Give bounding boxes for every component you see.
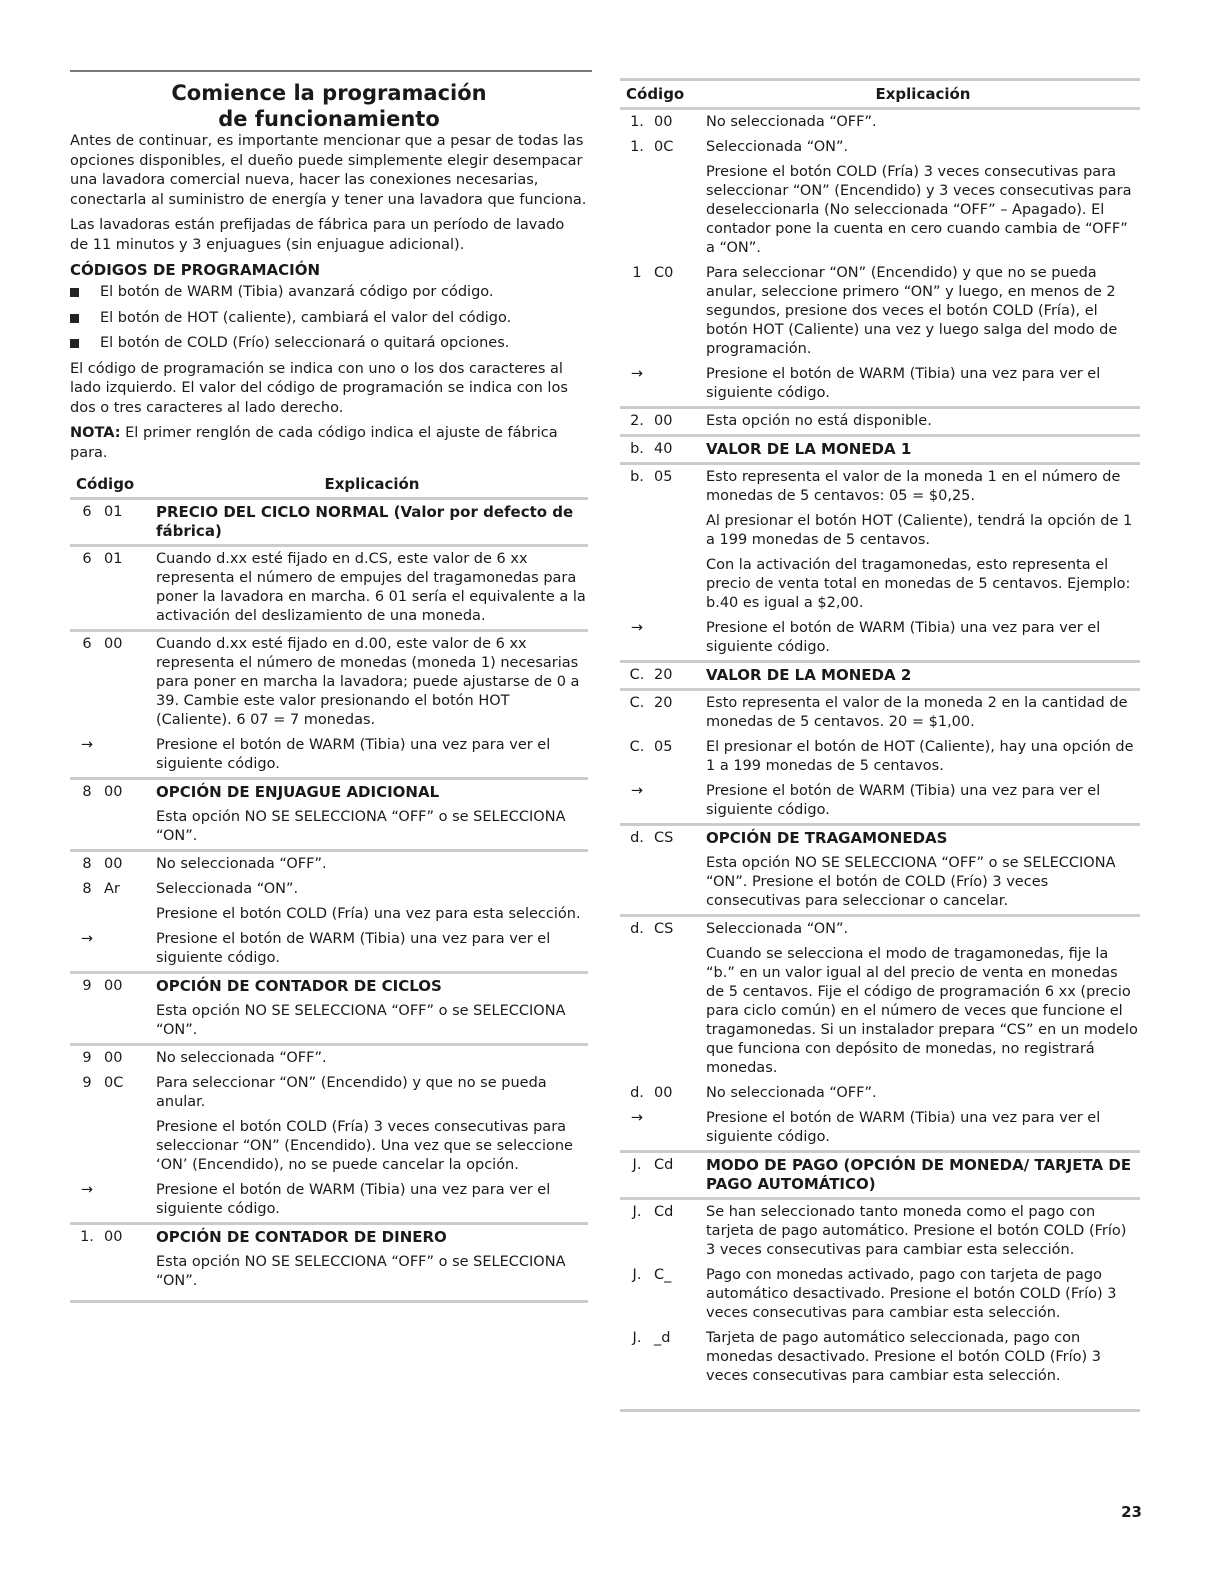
title-line-2: de funcionamiento xyxy=(218,107,440,131)
table-header xyxy=(620,80,1140,109)
intro-paragraph-2a: Las lavadoras están prefijadas de fábrica para un período de lavado xyxy=(70,217,565,233)
code-left: 6 xyxy=(82,504,92,520)
explanation-cell: Cuando d.xx esté fijado en d.CS, este valor de 6 xx representa el número de empujes del tragamonedas para poner la lavadora en marcha. 6 01 sería el equivalente a la activación del deslizamiento de una moneda. xyxy=(156,546,588,631)
code-right: 00 xyxy=(654,413,673,429)
code-cell xyxy=(620,436,706,464)
code-cell xyxy=(70,1250,156,1294)
col-codigo-header: Código xyxy=(620,80,706,109)
arrow-right-icon: → xyxy=(80,1182,94,1198)
code-cell xyxy=(620,616,706,662)
code-left: 2. xyxy=(630,413,644,429)
code-cell xyxy=(620,464,706,510)
code-cell xyxy=(620,735,706,779)
code-right: 00 xyxy=(654,1085,673,1101)
code-cell xyxy=(620,851,706,916)
code-left: J. xyxy=(632,1330,642,1346)
code-left: C. xyxy=(629,739,645,755)
code-left: d. xyxy=(630,921,644,937)
code-left: 1. xyxy=(630,114,644,130)
explanation-cell: OPCIÓN DE CONTADOR DE CICLOS xyxy=(156,973,588,1000)
code-cell xyxy=(70,1178,156,1224)
explanation-cell: No seleccionada “OFF”. xyxy=(706,1085,877,1101)
table-row xyxy=(620,1152,1140,1199)
code-cell xyxy=(70,733,156,779)
page-number: 23 xyxy=(1121,1503,1142,1521)
divider xyxy=(620,1409,1140,1412)
code-left: 9 xyxy=(82,978,92,994)
code-left: d. xyxy=(630,830,644,846)
code-right: 01 xyxy=(104,551,123,567)
table-row xyxy=(70,1115,588,1178)
code-left: 1. xyxy=(630,139,644,155)
section-heading: CÓDIGOS DE PROGRAMACIÓN xyxy=(70,261,320,279)
code-left: 1 xyxy=(632,265,642,281)
arrow-right-icon: → xyxy=(630,366,644,382)
code-cell xyxy=(620,160,706,261)
code-left: 1. xyxy=(80,1229,94,1245)
arrow-right-icon: → xyxy=(80,931,94,947)
table-row xyxy=(620,662,1140,690)
code-left: 8 xyxy=(82,881,92,897)
table-row xyxy=(70,805,588,851)
bullet-square-icon xyxy=(70,339,79,348)
code-right: 00 xyxy=(654,114,673,130)
table-row xyxy=(620,109,1140,136)
explanation-cell: Esto representa el valor de la moneda 1 en el número de monedas de 5 centavos: 05 = $0,25. xyxy=(706,464,1140,510)
explanation-cell: VALOR DE LA MONEDA 2 xyxy=(706,662,1140,690)
code-right: 0C xyxy=(104,1075,124,1091)
explanation-cell: OPCIÓN DE CONTADOR DE DINERO xyxy=(156,1224,588,1251)
table-row xyxy=(70,877,588,902)
code-left: J. xyxy=(632,1204,642,1220)
code-left: C. xyxy=(629,667,645,683)
code-cell xyxy=(70,973,156,1000)
code-cell xyxy=(70,902,156,927)
code-right: 05 xyxy=(654,739,673,755)
explanation-cell: Esta opción NO SE SELECCIONA “OFF” o se SELECCIONA “ON”. xyxy=(156,809,566,844)
code-cell xyxy=(70,851,156,878)
code-right: 05 xyxy=(654,469,673,485)
title-line-1: Comience la programación xyxy=(171,81,487,105)
code-cell xyxy=(70,927,156,973)
arrow-right-icon: → xyxy=(630,783,644,799)
code-right: _d xyxy=(654,1330,671,1346)
code-cell xyxy=(70,1224,156,1251)
explanation-cell: Presione el botón de WARM (Tibia) una vez para ver el siguiente código. xyxy=(156,1182,551,1217)
explanation-cell: Seleccionada “ON”. xyxy=(156,881,299,897)
table-row xyxy=(70,499,588,546)
explanation-cell: Presione el botón COLD (Fría) una vez para esta selección. xyxy=(156,906,581,922)
table-row xyxy=(620,408,1140,436)
table-row xyxy=(620,616,1140,662)
page-title xyxy=(70,80,588,132)
code-right: C0 xyxy=(654,265,674,281)
table-row xyxy=(70,927,588,973)
bullet-square-icon xyxy=(70,288,79,297)
table-row xyxy=(70,1224,588,1251)
list-item xyxy=(70,309,588,329)
explanation-cell: Presione el botón COLD (Fría) 3 veces consecutivas para seleccionar “ON” (Encendido). Una vez que se seleccione ‘ON’ (Encendido), no se puede cancelar la opción. xyxy=(156,1119,573,1173)
code-cell xyxy=(70,1115,156,1178)
explanation-cell: Seleccionada “ON”. xyxy=(706,139,849,155)
table-row xyxy=(620,362,1140,408)
code-left: J. xyxy=(632,1157,642,1173)
table-row xyxy=(620,1106,1140,1152)
code-right: 40 xyxy=(654,441,673,457)
table-row xyxy=(70,999,588,1045)
explanation-cell: Presione el botón de WARM (Tibia) una vez para ver el siguiente código. xyxy=(156,737,551,772)
table-row xyxy=(620,135,1140,160)
code-right: 00 xyxy=(104,636,123,652)
code-cell xyxy=(620,662,706,690)
table-row xyxy=(70,1045,588,1072)
table-row xyxy=(70,779,588,806)
explanation-cell: El presionar el botón de HOT (Caliente), hay una opción de 1 a 199 monedas de 5 centavos. xyxy=(706,739,1134,774)
note xyxy=(70,424,588,463)
code-cell xyxy=(620,779,706,825)
explanation-cell: Esta opción NO SE SELECCIONA “OFF” o se SELECCIONA “ON”. xyxy=(156,1254,566,1289)
code-left: 9 xyxy=(82,1050,92,1066)
bullet-text: El botón de COLD (Frío) seleccionará o quitará opciones. xyxy=(100,335,510,351)
explanation-cell: OPCIÓN DE TRAGAMONEDAS xyxy=(706,825,1140,852)
code-cell xyxy=(70,631,156,734)
code-right: C_ xyxy=(654,1267,672,1283)
table-row xyxy=(70,851,588,878)
right-column xyxy=(620,78,1140,1412)
code-cell xyxy=(70,805,156,851)
code-right: 00 xyxy=(104,1229,123,1245)
table-row xyxy=(70,973,588,1000)
arrow-right-icon: → xyxy=(630,1110,644,1126)
code-right: 20 xyxy=(654,695,673,711)
code-cell xyxy=(620,1081,706,1106)
right-code-table xyxy=(620,78,1140,1389)
table-row xyxy=(620,160,1140,261)
table-row xyxy=(70,733,588,779)
table-row xyxy=(620,553,1140,616)
explanation-cell: Cuando se selecciona el modo de tragamonedas, fije la “b.” en un valor igual al del precio de venta en monedas de 5 centavos. Fije el código de programación 6 xx (precio para ciclo común) en el número de veces que funcione el tragamonedas. Si un instalador prepara “CS” en un modelo que funciona con depósito de monedas, no registrará monedas. xyxy=(706,946,1138,1076)
code-right: 00 xyxy=(104,784,123,800)
explanation-cell: No seleccionada “OFF”. xyxy=(156,851,588,878)
table-row xyxy=(70,1071,588,1115)
code-cell xyxy=(620,135,706,160)
table-row xyxy=(620,942,1140,1081)
table-row xyxy=(70,1178,588,1224)
explanation-cell: Presione el botón de WARM (Tibia) una vez para ver el siguiente código. xyxy=(706,620,1101,655)
explanation-cell: No seleccionada “OFF”. xyxy=(156,1045,588,1072)
code-left: J. xyxy=(632,1267,642,1283)
explanation-cell: Con la activación del tragamonedas, esto representa el precio de venta total en monedas de 5 centavos. Ejemplo: b.40 es igual a $2,00. xyxy=(706,557,1131,611)
list-item xyxy=(70,334,588,354)
code-right: 00 xyxy=(104,1050,123,1066)
arrow-right-icon: → xyxy=(80,737,94,753)
explanation-cell: Se han seleccionado tanto moneda como el pago con tarjeta de pago automático. Presione el botón COLD (Frío) 3 veces consecutivas para cambiar esta selección. xyxy=(706,1199,1140,1264)
col-explicacion-header: Explicación xyxy=(706,80,1140,109)
explanation-cell: Esto representa el valor de la moneda 2 en la cantidad de monedas de 5 centavos. 20 = $1,00. xyxy=(706,690,1140,736)
explanation-cell: Esta opción NO SE SELECCIONA “OFF” o se SELECCIONA “ON”. xyxy=(156,1003,566,1038)
table-row xyxy=(620,916,1140,943)
code-left: 9 xyxy=(82,1075,92,1091)
table-row xyxy=(620,261,1140,362)
explanation-cell: Para seleccionar “ON” (Encendido) y que no se pueda anular. xyxy=(156,1075,547,1110)
code-cell xyxy=(620,942,706,1081)
table-row xyxy=(70,631,588,734)
code-cell xyxy=(620,362,706,408)
explanation-cell: MODO DE PAGO (OPCIÓN DE MONEDA/ TARJETA DE PAGO AUTOMÁTICO) xyxy=(706,1152,1140,1199)
table-row xyxy=(620,825,1140,852)
code-left: 6 xyxy=(82,636,92,652)
code-right: CS xyxy=(654,830,674,846)
table-row xyxy=(70,902,588,927)
note-text: El primer renglón de cada código indica el ajuste de fábrica para. xyxy=(70,425,558,461)
table-header xyxy=(70,471,588,499)
note-label: NOTA: xyxy=(70,425,121,441)
explanation-cell: OPCIÓN DE ENJUAGUE ADICIONAL xyxy=(156,779,588,806)
code-cell xyxy=(620,1326,706,1389)
explanation-cell: No seleccionada “OFF”. xyxy=(706,114,877,130)
table-row xyxy=(620,1326,1140,1389)
explanation-cell: Presione el botón de WARM (Tibia) una vez para ver el siguiente código. xyxy=(706,366,1101,401)
explanation-cell: Seleccionada “ON”. xyxy=(706,916,1140,943)
explanation-cell: Presione el botón COLD (Fría) 3 veces consecutivas para seleccionar “ON” (Encendido) y 3 veces consecutivas para deseleccionarla (No seleccionada “OFF” – Apagado). El contador pone la cuenta en cero cuando cambia de “OFF” a “ON”. xyxy=(706,164,1132,256)
list-item xyxy=(70,283,588,303)
table-row xyxy=(620,1263,1140,1326)
explanation-cell: Tarjeta de pago automático seleccionada, pago con monedas desactivado. Presione el botón COLD (Frío) 3 veces consecutivas para cambiar esta selección. xyxy=(706,1330,1102,1384)
code-cell xyxy=(70,546,156,631)
explanation-cell: Pago con monedas activado, pago con tarjeta de pago automático desactivado. Presione el botón COLD (Frío) 3 veces consecutivas para cambiar esta selección. xyxy=(706,1267,1117,1321)
code-cell xyxy=(620,553,706,616)
explanation-cell: Cuando d.xx esté fijado en d.00, este valor de 6 xx representa el número de monedas (moneda 1) necesarias para poner en marcha la lavadora; puede ajustarse de 0 a 39. Cambie este valor presionando el botón HOT (Caliente). 6 07 = 7 monedas. xyxy=(156,631,588,734)
code-cell xyxy=(70,877,156,902)
code-right: Ar xyxy=(104,881,120,897)
explanation-cell: Esta opción NO SE SELECCIONA “OFF” o se SELECCIONA “ON”. Presione el botón de COLD (Frío) 3 veces consecutivas para seleccionar o cancelar. xyxy=(706,855,1116,909)
bullet-text: El botón de HOT (caliente), cambiará el valor del código. xyxy=(100,309,512,326)
table-row xyxy=(70,546,588,631)
code-cell xyxy=(620,1199,706,1264)
code-right: 0C xyxy=(654,139,674,155)
code-left: b. xyxy=(630,469,644,485)
intro-paragraph-2b: de 11 minutos y 3 enjuagues (sin enjuague adicional). xyxy=(70,236,465,253)
code-left: 8 xyxy=(82,784,92,800)
table-row xyxy=(620,851,1140,916)
button-list xyxy=(70,283,588,354)
table-row xyxy=(620,436,1140,464)
explanation-cell: Al presionar el botón HOT (Caliente), tendrá la opción de 1 a 199 monedas de 5 centavos. xyxy=(706,513,1133,548)
code-cell xyxy=(620,109,706,136)
code-right: 01 xyxy=(104,504,123,520)
code-cell xyxy=(620,509,706,553)
table-row xyxy=(620,779,1140,825)
explanation-cell: Esta opción no está disponible. xyxy=(706,408,1140,436)
code-cell xyxy=(70,499,156,546)
code-cell xyxy=(620,690,706,736)
code-cell xyxy=(620,825,706,852)
code-cell xyxy=(620,1263,706,1326)
code-right: Cd xyxy=(654,1157,674,1173)
col-codigo-header: Código xyxy=(70,471,156,499)
code-left: C. xyxy=(629,695,645,711)
code-cell xyxy=(620,1152,706,1199)
code-cell xyxy=(70,779,156,806)
code-right: CS xyxy=(654,921,674,937)
bullet-text: El botón de WARM (Tibia) avanzará código por código. xyxy=(100,284,494,300)
code-cell xyxy=(620,1106,706,1152)
explanation-cell: PRECIO DEL CICLO NORMAL (Valor por defecto de fábrica) xyxy=(156,503,574,540)
table-row xyxy=(620,509,1140,553)
left-column xyxy=(70,0,588,1303)
code-left: d. xyxy=(630,1085,644,1101)
code-right: 00 xyxy=(104,856,123,872)
divider xyxy=(70,1300,588,1303)
code-cell xyxy=(70,1045,156,1072)
code-left: 8 xyxy=(82,856,92,872)
explanation-cell: Presione el botón de WARM (Tibia) una vez para ver el siguiente código. xyxy=(706,1110,1101,1145)
explanation-cell: Presione el botón de WARM (Tibia) una vez para ver el siguiente código. xyxy=(156,931,551,966)
code-right: 00 xyxy=(104,978,123,994)
explanation-cell: VALOR DE LA MONEDA 1 xyxy=(706,436,1140,464)
table-row xyxy=(620,1081,1140,1106)
table-row xyxy=(70,1250,588,1294)
code-description: El código de programación se indica con uno o los dos caracteres al lado izquierdo. El valor del código de programación se indica con los dos o tres caracteres al lado derecho. xyxy=(70,360,568,416)
code-cell xyxy=(70,1071,156,1115)
code-cell xyxy=(620,261,706,362)
table-row xyxy=(620,1199,1140,1264)
table-row xyxy=(620,735,1140,779)
explanation-cell: Para seleccionar “ON” (Encendido) y que no se pueda anular, seleccione primero “ON” y luego, en menos de 2 segundos, presione dos veces el botón COLD (Fría), el botón HOT (Caliente) una vez y luego salga del modo de programación. xyxy=(706,265,1118,357)
code-left: b. xyxy=(630,441,644,457)
col-explicacion-header: Explicación xyxy=(156,471,588,499)
table-row xyxy=(620,464,1140,510)
code-cell xyxy=(620,916,706,943)
table-row xyxy=(620,690,1140,736)
explanation-cell: Presione el botón de WARM (Tibia) una vez para ver el siguiente código. xyxy=(706,783,1101,818)
code-right: Cd xyxy=(654,1204,674,1220)
code-cell xyxy=(70,999,156,1045)
code-left: 6 xyxy=(82,551,92,567)
intro-paragraph: Antes de continuar, es importante mencionar que a pesar de todas las opciones disponibles, el dueño puede simplemente elegir desempacar una lavadora comercial nueva, hacer las conexiones necesarias, conectarla al suministro de energía y tener una lavadora que funciona. xyxy=(70,133,587,208)
code-cell xyxy=(620,408,706,436)
bullet-square-icon xyxy=(70,314,79,323)
left-code-table xyxy=(70,471,588,1294)
arrow-right-icon: → xyxy=(630,620,644,636)
code-right: 20 xyxy=(654,667,673,683)
